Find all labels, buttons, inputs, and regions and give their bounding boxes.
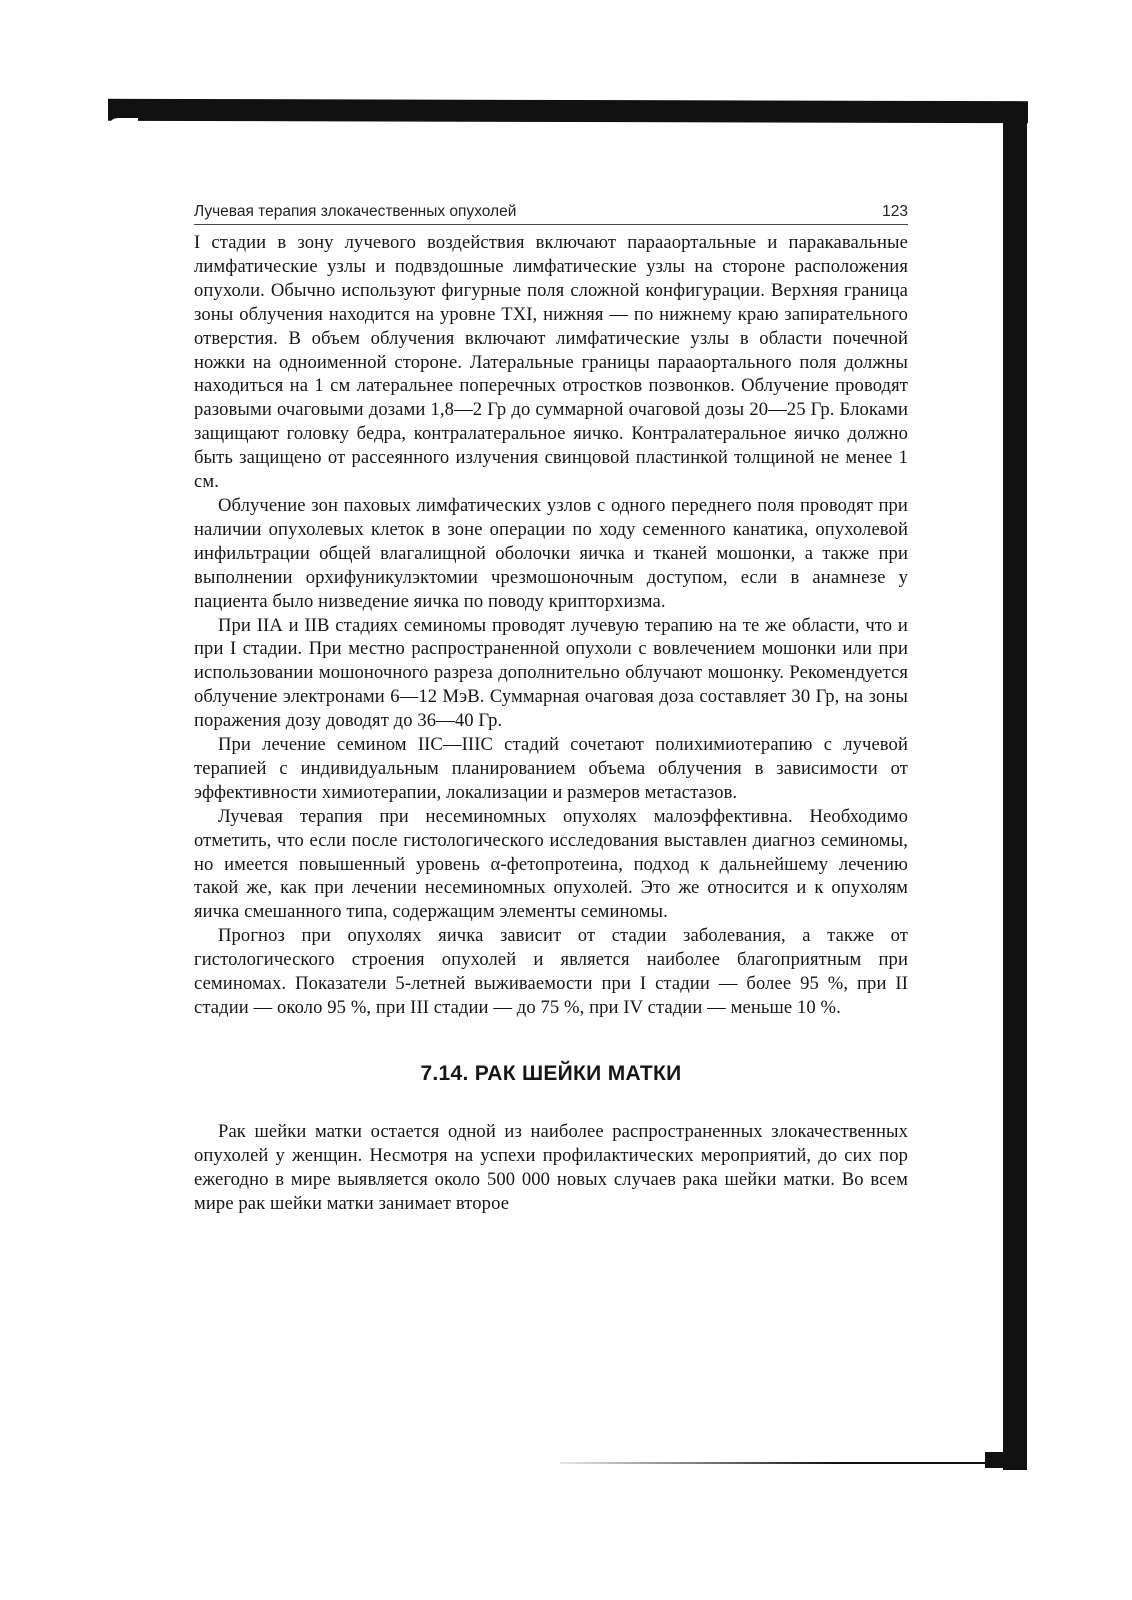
paragraph: I стадии в зону лучевого воздействия включают парааортальные и паракавальные лимфатические узлы и подвздошные лимфатические узлы на стороне расположения опухоли. Обычно используют фигурные поля сложной конфигурации. Верхняя граница зоны облучения находится на уровне TXI, нижняя — по нижнему краю запирательного отверстия. В объем облучения включают лимфатические узлы в области почечной ножки на одноименной стороне. Латеральные границы парааортального поля должны находиться на 1 см латеральнее поперечных отростков позвонков. Облучение проводят разовыми очаговыми дозами 1,8—2 Гр до суммарной очаговой дозы 20—25 Гр. Блоками защищают головку бедра, контралатеральное яичко. Контралатеральное яичко должно быть защищено от рассеянного излучения свинцовой пластинкой толщиной не менее 1 см. [194,232,908,493]
running-header-title: Лучевая терапия злокачественных опухолей [194,203,517,220]
running-header [194,203,908,225]
paragraph: Рак шейки матки остается одной из наиболее распространенных злокачественных опухолей у женщин. Несмотря на успехи профилактических мероприятий, до сих пор ежегодно в мире выявляется около 500 000 новых случаев рака шейки матки. Во всем мире рак шейки матки занимает второе [194,1120,908,1214]
paragraph: При лечение семином IIС—IIIС стадий сочетают полихимиотерапию с лучевой терапией с индивидуальным планированием объема облучения в зависимости от эффективности химиотерапии, локализации и размеров метастазов. [194,734,908,803]
scan-border-top [108,99,1028,123]
section-heading: 7.14. РАК ШЕЙКИ МАТКИ [420,1061,682,1085]
book-page [194,203,908,1215]
scan-border-notch [108,118,138,128]
scan-border-right [1003,112,1027,1470]
scan-border-bottom-corner [985,1452,1027,1468]
paragraph: Облучение зон паховых лимфатических узлов с одного переднего поля проводят при наличии опухолевых клеток в зоне операции по ходу семенного канатика, опухолевой инфильтрации общей влагалищной оболочки яичка и тканей мошонки, а также при выполнении орхифуникулэктомии чрезмошоночным доступом, если в анамнезе у пациента было низведение яичка по поводу крипторхизма. [194,494,908,612]
body-text [194,231,908,1215]
paragraph: Лучевая терапия при несеминомных опухолях малоэффективна. Необходимо отметить, что если после гистологического исследования выставлен диагноз семиномы, но имеется повышенный уровень α-фетопротеина, подход к дальнейшему лечению такой же, как при лечении несеминомных опухолей. Это же относится и к опухолям яичка смешанного типа, содержащим элементы семиномы. [194,805,908,923]
paragraph: Прогноз при опухолях яичка зависит от стадии заболевания, а также от гистологического строения опухолей и является наиболее благоприятным при семиномах. Показатели 5-летней выживаемости при I стадии — более 95 %, при II стадии — около 95 %, при III стадии — до 75 %, при IV стадии — меньше 10 %. [194,925,908,1018]
paragraph: При IIА и IIВ стадиях семиномы проводят лучевую терапию на те же области, что и при I стадии. При местно распространенной опухоли с вовлечением мошонки или при использовании мошоночного разреза дополнительно облучают мошонку. Рекомендуется облучение электронами 6—12 МэВ. Суммарная очаговая доза составляет 30 Гр, на зоны поражения дозу доводят до 36—40 Гр. [194,614,908,732]
scan-border-bottom-line [560,1462,1020,1464]
page-number: 123 [882,203,908,220]
